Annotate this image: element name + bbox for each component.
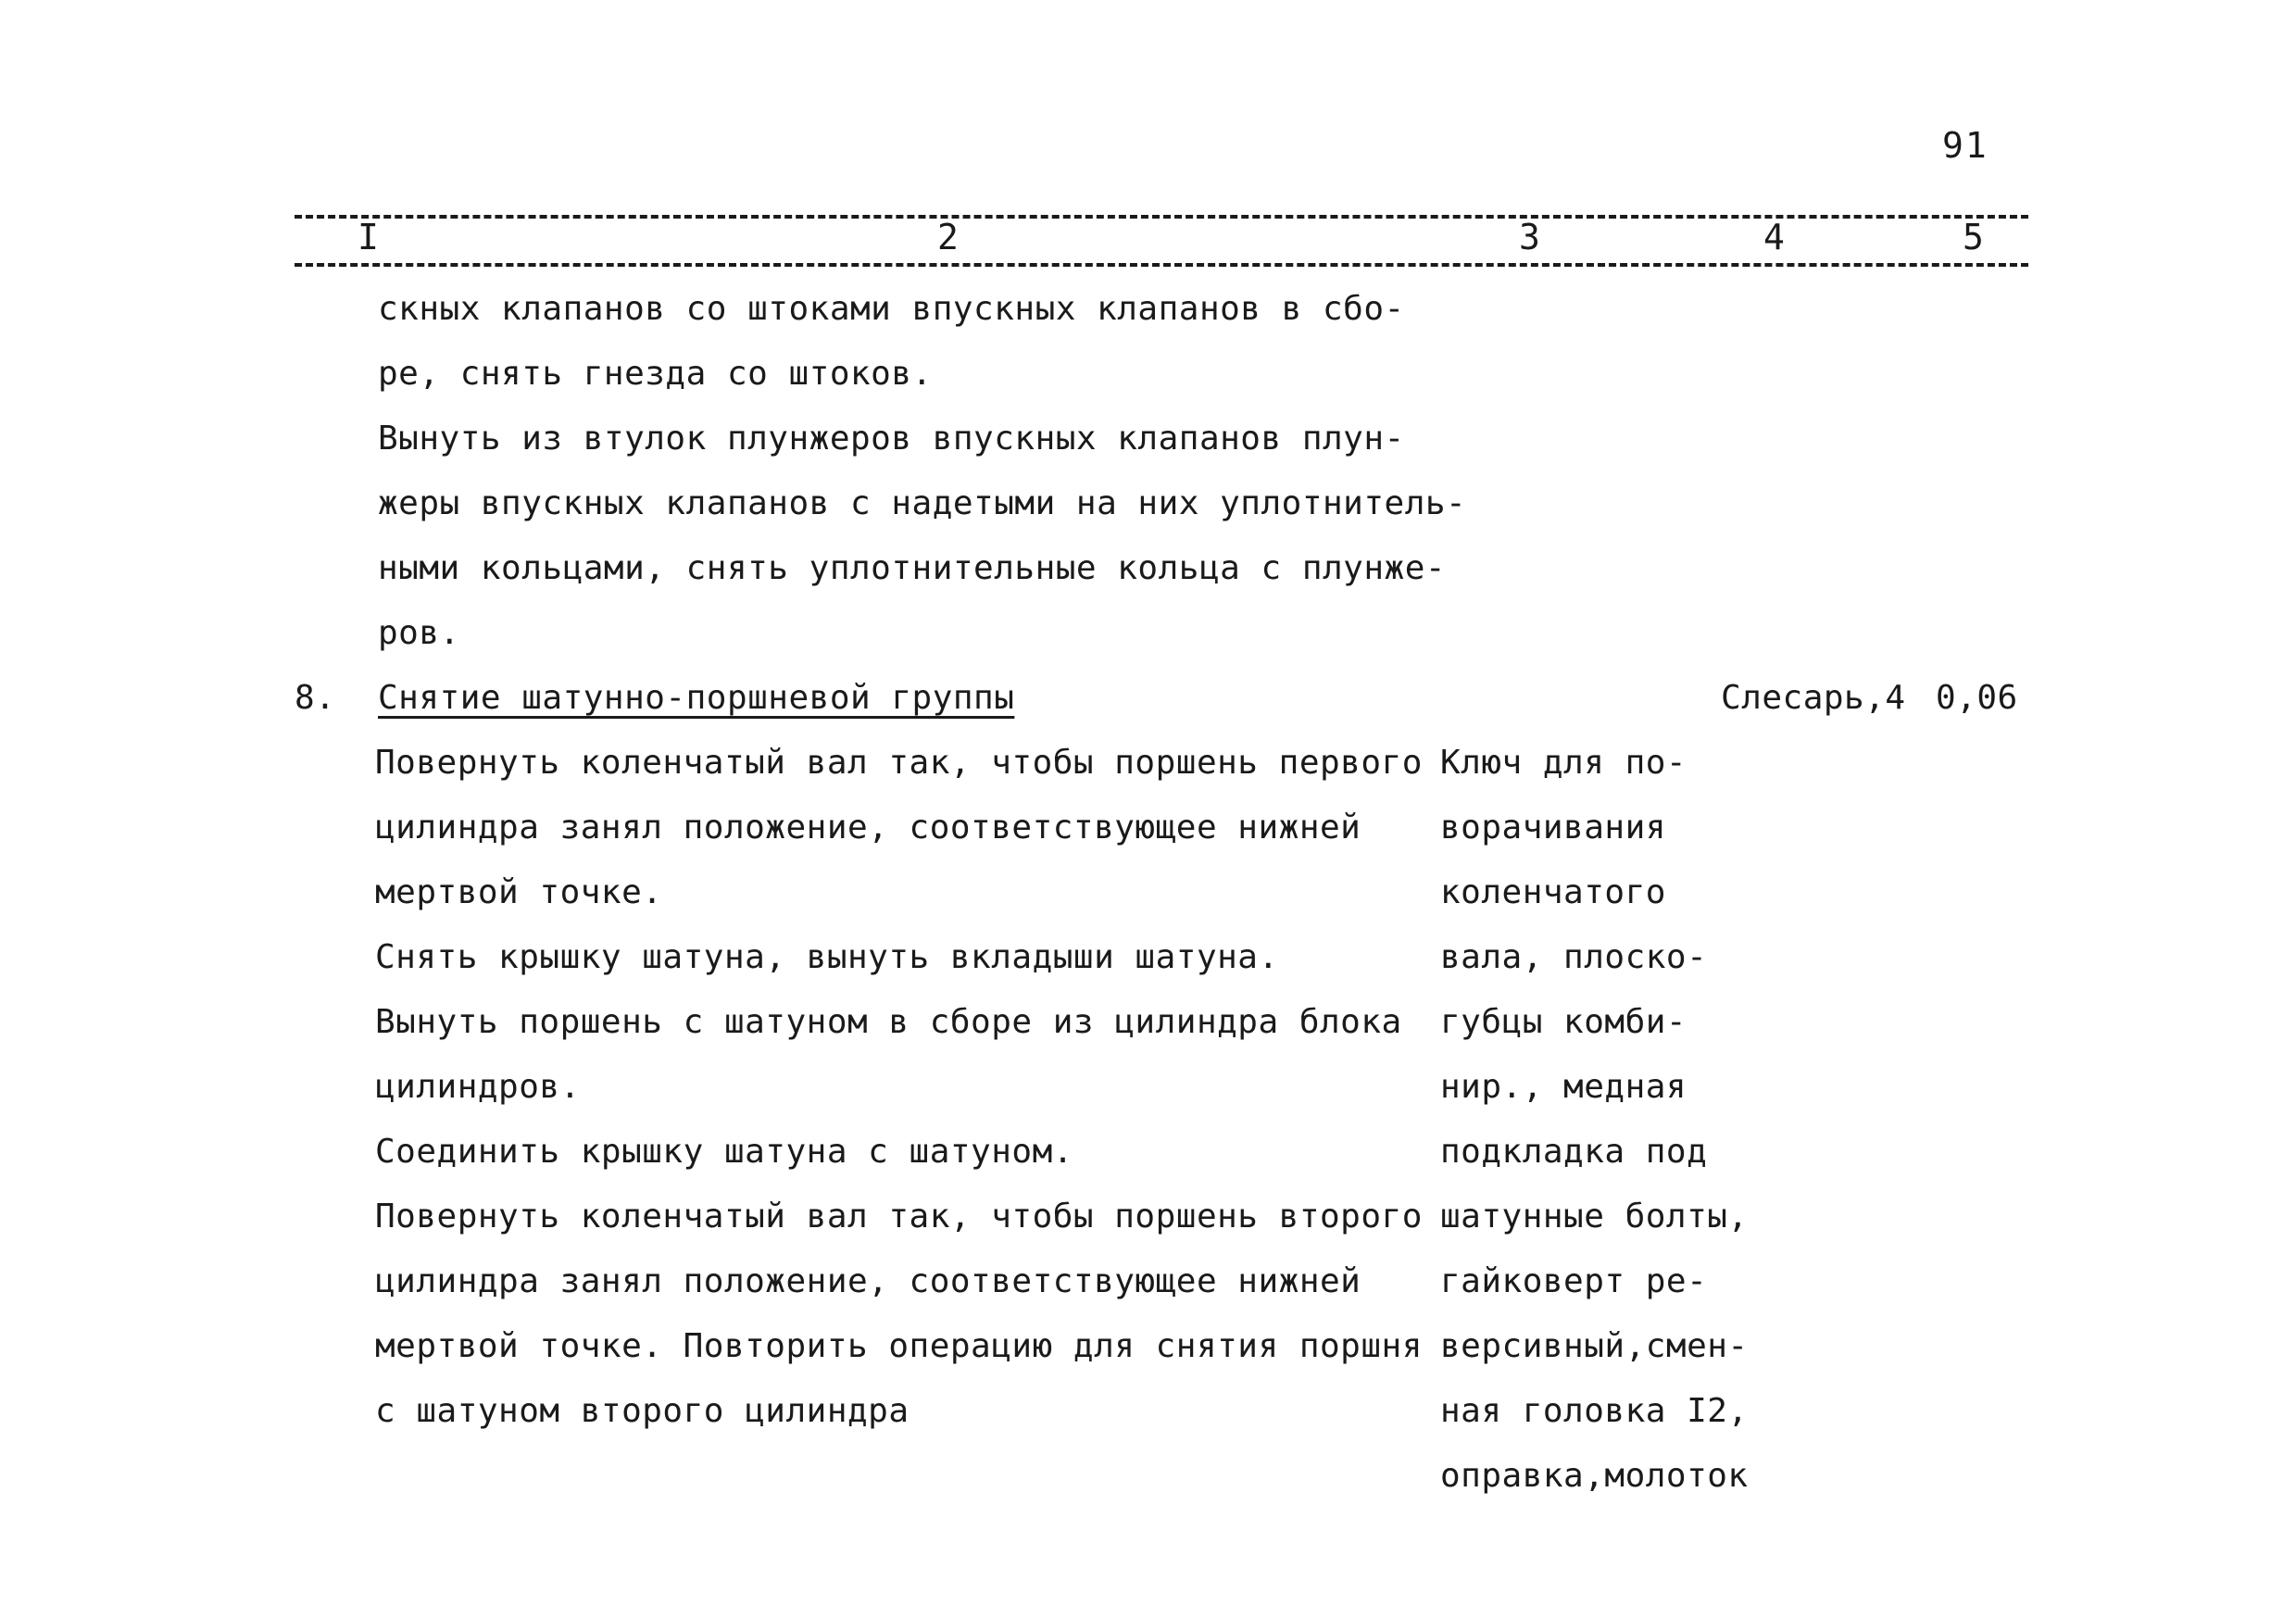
column-header-1: I xyxy=(354,219,383,256)
tools-line: версивный,смен- xyxy=(1440,1327,1749,1365)
continuation-line: Вынуть из втулок плунжеров впускных клапанов плун- xyxy=(378,420,1405,458)
operation-number: 8. xyxy=(295,679,336,717)
tools-line: губцы комби- xyxy=(1440,1003,1687,1041)
description-line: цилиндров. xyxy=(375,1068,581,1106)
tools-line: Ключ для по- xyxy=(1440,744,1687,782)
tools-line: шатунные болты, xyxy=(1440,1198,1749,1235)
header-dash-line-bottom xyxy=(295,263,2028,267)
continuation-line: ров. xyxy=(378,614,460,652)
description-line: цилиндра занял положение, соответствующее нижней xyxy=(375,809,1361,847)
operation-title: Снятие шатунно-поршневой группы xyxy=(378,679,1015,717)
description-line: Соединить крышку шатуна с шатуном. xyxy=(375,1133,1073,1171)
continuation-line: жеры впускных клапанов с надетыми на них уплотнитель- xyxy=(378,484,1467,522)
column-header-3: 3 xyxy=(1515,219,1544,256)
tools-line: вала, плоско- xyxy=(1440,938,1708,976)
column-header-4: 4 xyxy=(1760,219,1788,256)
description-line: цилиндра занял положение, соответствующее нижней xyxy=(375,1262,1361,1300)
continuation-line: скных клапанов со штоками впускных клапанов в сбо- xyxy=(378,290,1405,328)
description-line: мертвой точке. Повторить операцию для снятия поршня xyxy=(375,1327,1423,1365)
page-number: 91 xyxy=(1942,125,1989,166)
description-line: Снять крышку шатуна, вынуть вкладыши шатуна. xyxy=(375,938,1279,976)
description-line: с шатуном второго цилиндра xyxy=(375,1392,910,1430)
description-line: Вынуть поршень с шатуном в сборе из цилиндра блока xyxy=(375,1003,1402,1041)
operation-worker: Слесарь,4 xyxy=(1721,679,1906,717)
tools-line: гайковерт ре- xyxy=(1440,1262,1708,1300)
description-line: мертвой точке. xyxy=(375,873,663,911)
tools-line: нир., медная xyxy=(1440,1068,1687,1106)
tools-line: подкладка под xyxy=(1440,1133,1708,1171)
operation-time: 0,06 xyxy=(1936,679,2018,717)
column-header-2: 2 xyxy=(934,219,962,256)
column-header-5: 5 xyxy=(1959,219,1988,256)
description-line: Повернуть коленчатый вал так, чтобы поршень второго xyxy=(375,1198,1423,1235)
continuation-line: ными кольцами, снять уплотнительные кольца с плунже- xyxy=(378,549,1447,587)
tools-line: ворачивания xyxy=(1440,809,1666,847)
description-line: Повернуть коленчатый вал так, чтобы поршень первого xyxy=(375,744,1423,782)
continuation-line: ре, снять гнезда со штоков. xyxy=(378,355,933,393)
tools-line: оправка,молоток xyxy=(1440,1457,1749,1495)
tools-line: коленчатого xyxy=(1440,873,1666,911)
tools-line: ная головка I2, xyxy=(1440,1392,1749,1430)
